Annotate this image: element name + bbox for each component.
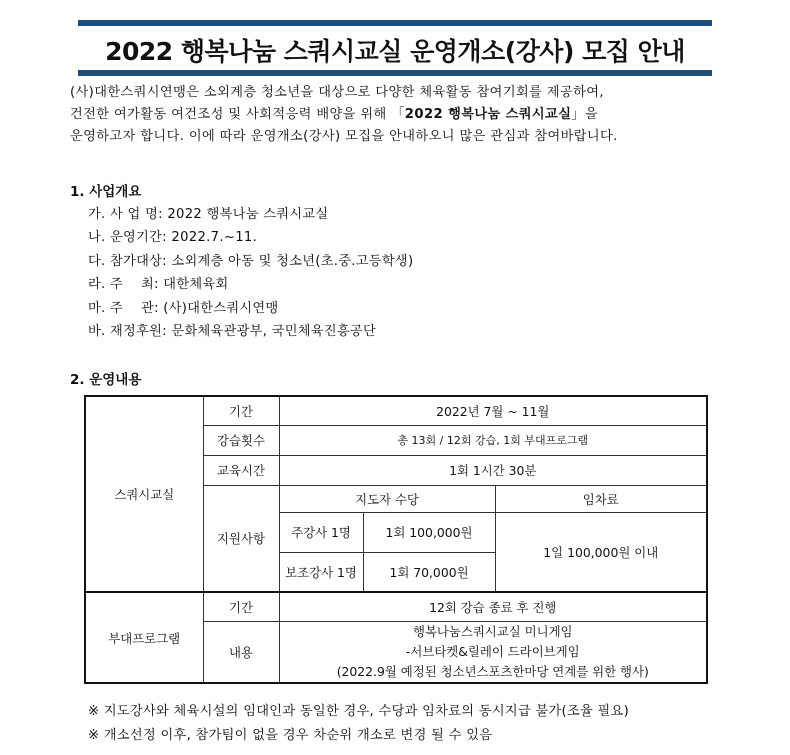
overview-item: 마. 주 관: (사)대한스쿼시연맹 [88, 300, 279, 316]
cell-assistant-fee: 1회 70,000원 [363, 552, 495, 592]
intro-line-2-post: 」을 [571, 107, 599, 122]
overview-item: 다. 참가대상: 소외계층 아동 및 청소년(초.중.고등학생) [88, 253, 414, 269]
section-2-heading: 2. 운영내용 [70, 372, 142, 388]
cell-period-label: 기간 [203, 396, 279, 425]
intro-line-2 [70, 104, 720, 126]
note-item: ※ 개소선정 이후, 참가팀이 없을 경우 차순위 개소로 변경 될 수 있음 [88, 728, 493, 743]
cell-sessions-label: 강습횟수 [203, 425, 279, 455]
note-item: ※ 지도강사와 체육시설의 임대인과 동일한 경우, 수당과 임차료의 동시지급 불가(조율 필요) [88, 704, 630, 719]
overview-item: 라. 주 최: 대한체육회 [88, 277, 229, 293]
intro-paragraph [70, 82, 720, 148]
cell-fee-header: 지도자 수당 [279, 485, 495, 512]
group-label-extra-program: 부대프로그램 [85, 592, 203, 683]
cell-rent-value: 1일 100,000원 이내 [495, 512, 707, 592]
cell-support-label: 지원사항 [203, 485, 279, 592]
intro-line-2-pre: 건전한 여가활동 여건조성 및 사회적응력 배양을 위해 「 [70, 107, 405, 122]
cell-time-value: 1회 1시간 30분 [279, 455, 707, 485]
notes [88, 700, 629, 748]
content-line: (2022.9월 예정된 청소년스포츠한마당 연계를 위한 행사) [336, 663, 649, 679]
intro-line-3: 운영하고자 합니다. 이에 따라 운영개소(강사) 모집을 안내하오니 많은 관심과 참여바랍니다. [70, 129, 618, 144]
cell-assistant-instructor: 보조강사 1명 [279, 552, 363, 592]
overview-item: 가. 사 업 명: 2022 행복나눔 스쿼시교실 [88, 207, 329, 222]
group-label-squash-class: 스쿼시교실 [85, 396, 203, 592]
content-line: -서브타켓&릴레이 드라이브게임 [405, 643, 580, 659]
title-box [78, 20, 712, 76]
operations-table [84, 395, 708, 684]
cell-extra-period-value: 12회 강습 종료 후 진행 [279, 592, 707, 621]
cell-main-instructor: 주강사 1명 [279, 512, 363, 552]
cell-content-label: 내용 [203, 621, 279, 683]
overview-item: 나. 운영기간: 2022.7.~11. [88, 230, 258, 246]
overview-item: 바. 재정후원: 문화체육관광부, 국민체육진흥공단 [88, 324, 376, 340]
cell-rent-header: 임차료 [495, 485, 707, 512]
cell-time-label: 교육시간 [203, 455, 279, 485]
cell-period-value: 2022년 7월 ~ 11월 [279, 396, 707, 425]
section-1-heading: 1. 사업개요 [70, 184, 142, 200]
content-line: 행복나눔스쿼시교실 미니게임 [412, 623, 573, 639]
cell-main-fee: 1회 100,000원 [363, 512, 495, 552]
page-title: 2022 행복나눔 스쿼시교실 운영개소(강사) 모집 안내 [105, 37, 685, 66]
intro-program-name: 2022 행복나눔 스쿼시교실 [404, 107, 572, 122]
cell-extra-period-label: 기간 [203, 592, 279, 621]
title-bottom-bar [78, 70, 712, 76]
intro-line-1: (사)대한스쿼시연맹은 소외계층 청소년을 대상으로 다양한 체육활동 참여기회를 제공하여, [70, 85, 604, 100]
title-top-bar [78, 20, 712, 26]
overview-list [88, 203, 413, 343]
cell-sessions-value: 총 13회 / 12회 강습, 1회 부대프로그램 [279, 425, 707, 455]
cell-content-value [279, 621, 707, 683]
